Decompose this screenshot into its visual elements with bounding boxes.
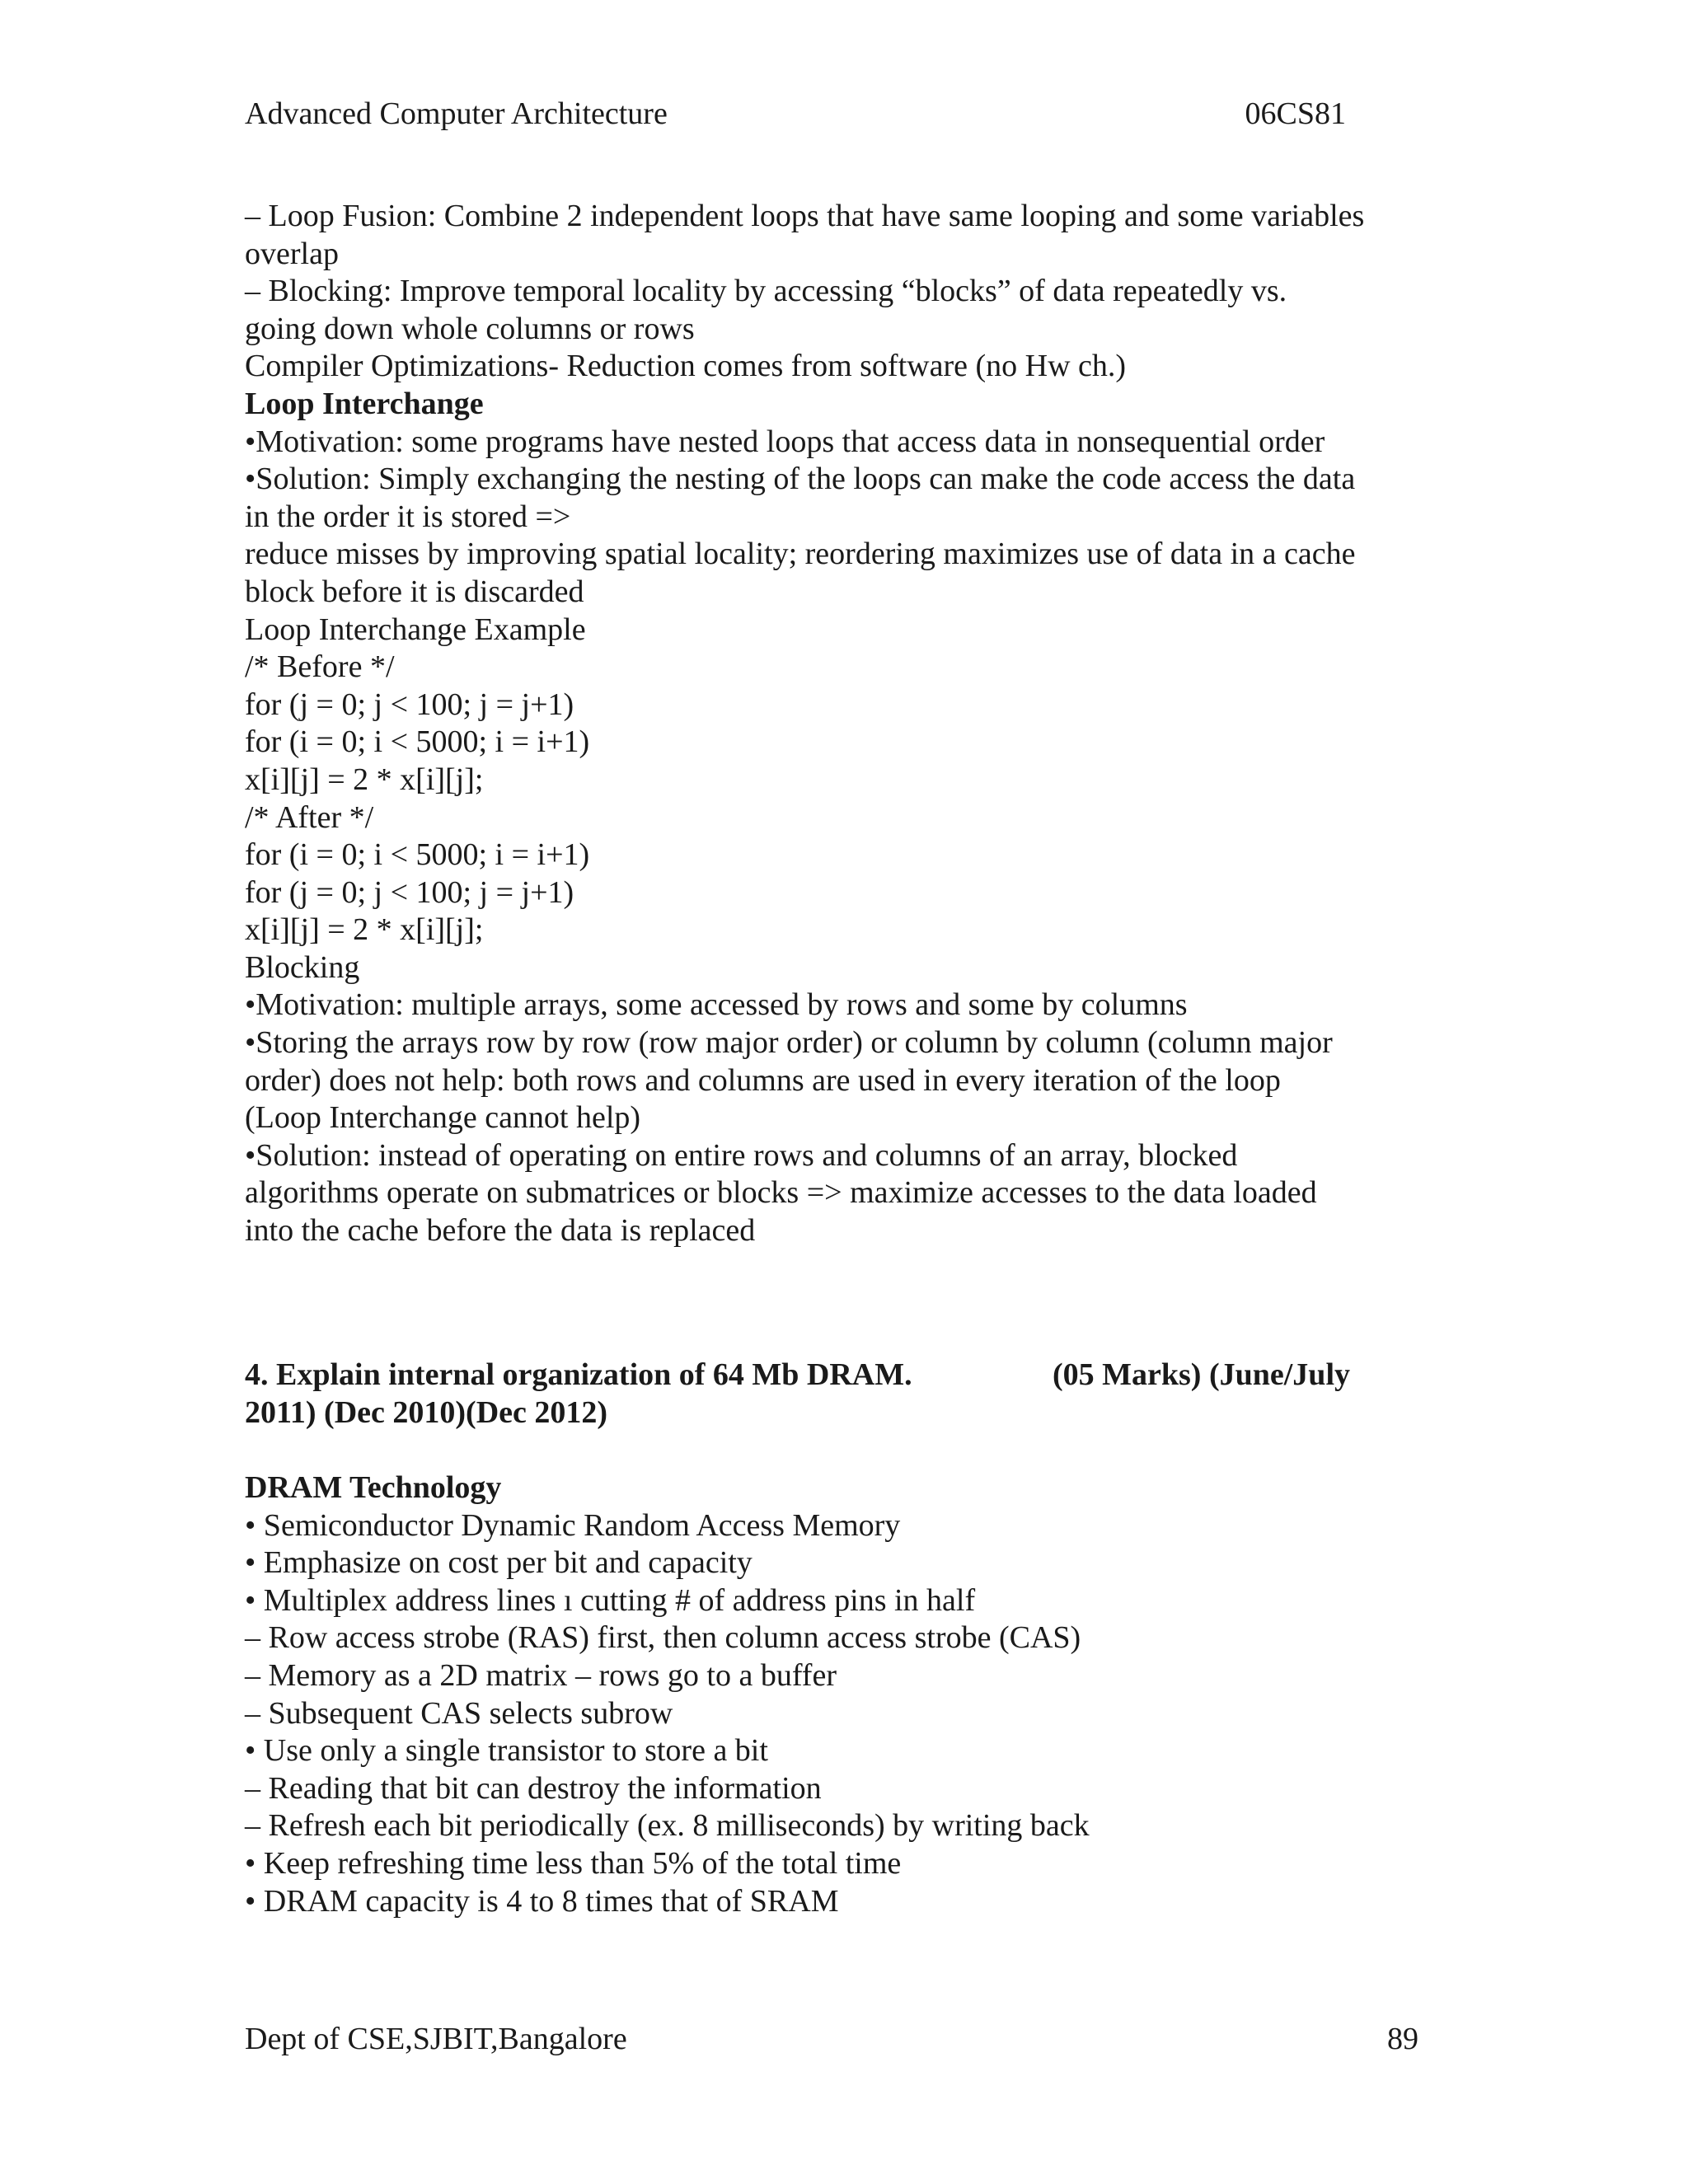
bullet-line: • Keep refreshing time less than 5% of the total time [245,1845,902,1881]
dram-technology-section [245,1469,1432,1920]
code-line: /* After */ [245,799,374,835]
text-line: in the order it is stored => [245,499,571,534]
bullet-line: – Memory as a 2D matrix – rows go to a buffer [245,1657,837,1693]
text-line: Blocking [245,949,360,985]
bullet-line: • Emphasize on cost per bit and capacity [245,1545,753,1581]
text-line: •Storing the arrays row by row (row major order) or column by column (column major [245,1025,1333,1061]
text-line: •Solution: instead of operating on entire rows and columns of an array, blocked [245,1137,1238,1173]
page-footer [245,2018,1418,2060]
text-line: order) does not help: both rows and columns are used in every iteration of the loop [245,1062,1281,1098]
question-dates: 2011) (Dec 2010)(Dec 2012) [245,1394,608,1430]
bullet-line: – Subsequent CAS selects subrow [245,1695,673,1731]
question-marks: (05 Marks) (June/July [1053,1357,1350,1392]
text-line: algorithms operate on submatrices or blocks => maximize accesses to the data loaded [245,1175,1317,1211]
text-line: – Blocking: Improve temporal locality by accessing “blocks” of data repeatedly vs. [245,274,1287,309]
text-line: •Motivation: multiple arrays, some accessed by rows and some by columns [245,987,1188,1023]
text-line: going down whole columns or rows [245,311,695,346]
loop-interchange-heading: Loop Interchange [245,386,484,421]
question-text: 4. Explain internal organization of 64 Mb DRAM. [245,1357,912,1392]
course-code: 06CS81 [1245,96,1346,131]
bullet-line: • DRAM capacity is 4 to 8 times that of SRAM [245,1883,839,1919]
text-line: •Motivation: some programs have nested loops that access data in nonsequential order [245,424,1325,459]
text-line: into the cache before the data is replaced [245,1213,756,1249]
text-line: (Loop Interchange cannot help) [245,1100,641,1136]
page-number: 89 [1387,2022,1418,2056]
text-line: Loop Interchange Example [245,612,586,647]
bullet-line: • Semiconductor Dynamic Random Access Memory [245,1507,901,1543]
text-line: Compiler Optimizations- Reduction comes from software (no Hw ch.) [245,349,1127,384]
page-header [245,92,1346,135]
code-line: for (i = 0; i < 5000; i = i+1) [245,837,590,873]
course-title: Advanced Computer Architecture [245,96,668,131]
code-line: for (i = 0; i < 5000; i = i+1) [245,724,590,760]
department-label: Dept of CSE,SJBIT,Bangalore [245,2022,627,2056]
loop-optimizations-section [245,198,1432,1250]
bullet-line: • Multiplex address lines ı cutting # of address pins in half [245,1582,976,1618]
code-line: /* Before */ [245,649,395,685]
bullet-line: – Row access strobe (RAS) first, then column access strobe (CAS) [245,1620,1081,1656]
question-heading [245,1357,1432,1432]
dram-technology-heading: DRAM Technology [245,1470,502,1505]
text-line: block before it is discarded [245,574,584,609]
text-line: •Solution: Simply exchanging the nesting of the loops can make the code access the data [245,462,1356,497]
text-line: overlap [245,236,339,271]
text-line: – Loop Fusion: Combine 2 independent loops that have same looping and some variables [245,199,1365,233]
bullet-line: – Reading that bit can destroy the information [245,1770,822,1806]
bullet-line: – Refresh each bit periodically (ex. 8 milliseconds) by writing back [245,1808,1090,1844]
code-line: for (j = 0; j < 100; j = j+1) [245,687,574,722]
text-line: reduce misses by improving spatial locality; reordering maximizes use of data in a cache [245,537,1356,572]
code-line: x[i][j] = 2 * x[i][j]; [245,762,484,797]
code-line: for (j = 0; j < 100; j = j+1) [245,874,574,910]
bullet-line: • Use only a single transistor to store a bit [245,1733,768,1769]
code-line: x[i][j] = 2 * x[i][j]; [245,912,484,948]
